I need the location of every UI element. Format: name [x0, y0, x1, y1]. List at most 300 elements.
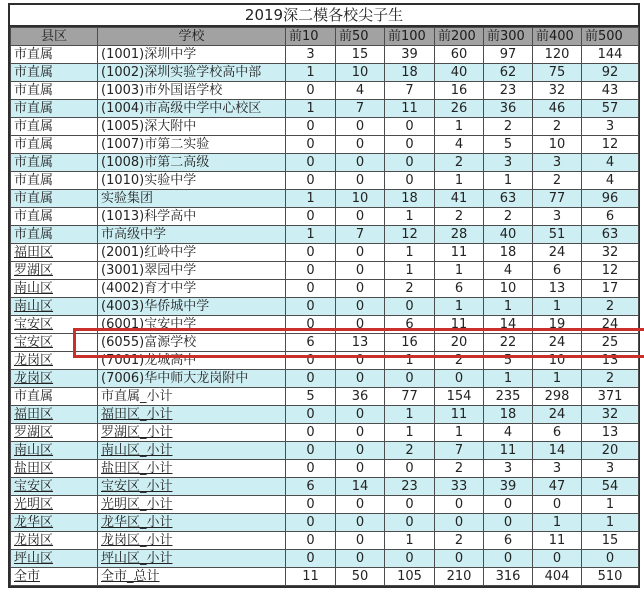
value-cell: 40	[435, 64, 484, 82]
value-cell: 0	[286, 370, 336, 388]
value-cell: 12	[385, 226, 435, 244]
district-cell[interactable]: 宝安区	[11, 334, 98, 352]
value-cell: 0	[336, 136, 385, 154]
table-row	[11, 460, 639, 478]
table-row	[11, 424, 639, 442]
table-row	[11, 208, 639, 226]
district-cell: 市直属	[11, 136, 98, 154]
value-cell: 14	[484, 316, 533, 334]
value-cell: 0	[286, 514, 336, 532]
district-cell: 市直属	[11, 46, 98, 64]
value-cell: 1	[435, 298, 484, 316]
value-cell: 22	[484, 334, 533, 352]
value-cell: 7	[435, 442, 484, 460]
value-cell: 24	[582, 316, 639, 334]
value-cell: 2	[435, 352, 484, 370]
column-header: 前500	[582, 28, 639, 46]
value-cell: 10	[336, 64, 385, 82]
value-cell: 50	[336, 568, 385, 586]
value-cell: 10	[336, 190, 385, 208]
value-cell: 4	[435, 136, 484, 154]
district-cell[interactable]: 福田区	[11, 244, 98, 262]
value-cell: 18	[385, 190, 435, 208]
school-cell: (1001)深圳中学	[98, 46, 286, 64]
header-row	[11, 28, 639, 46]
value-cell: 46	[533, 100, 582, 118]
school-cell[interactable]: 坪山区_小计	[98, 550, 286, 568]
value-cell: 0	[286, 82, 336, 100]
table-body	[11, 46, 639, 586]
school-cell: (1013)科学高中	[98, 208, 286, 226]
score-table	[10, 27, 639, 586]
value-cell: 0	[336, 460, 385, 478]
district-cell[interactable]: 龙华区	[11, 514, 98, 532]
value-cell: 23	[385, 478, 435, 496]
value-cell: 2	[582, 298, 639, 316]
value-cell: 0	[385, 550, 435, 568]
value-cell: 2	[385, 442, 435, 460]
district-cell[interactable]: 罗湖区	[11, 262, 98, 280]
value-cell: 23	[484, 82, 533, 100]
value-cell: 6	[533, 262, 582, 280]
value-cell: 371	[582, 388, 639, 406]
value-cell: 13	[582, 424, 639, 442]
value-cell: 0	[286, 532, 336, 550]
school-cell[interactable]: 福田区_小计	[98, 406, 286, 424]
school-cell: (1007)市第二实验	[98, 136, 286, 154]
value-cell: 51	[533, 226, 582, 244]
school-cell: (1005)深大附中	[98, 118, 286, 136]
table-row	[11, 316, 639, 334]
table-row	[11, 442, 639, 460]
value-cell: 10	[533, 136, 582, 154]
value-cell: 15	[336, 46, 385, 64]
table-row	[11, 370, 639, 388]
value-cell: 11	[286, 568, 336, 586]
value-cell: 0	[286, 460, 336, 478]
value-cell: 7	[336, 226, 385, 244]
district-cell[interactable]: 龙岗区	[11, 352, 98, 370]
column-header: 前50	[336, 28, 385, 46]
school-cell[interactable]: 全市_总计	[98, 568, 286, 586]
value-cell: 404	[533, 568, 582, 586]
table-row	[11, 118, 639, 136]
column-header: 前200	[435, 28, 484, 46]
value-cell: 0	[336, 370, 385, 388]
value-cell: 0	[385, 154, 435, 172]
value-cell: 24	[533, 406, 582, 424]
value-cell: 6	[286, 334, 336, 352]
table-row	[11, 262, 639, 280]
value-cell: 6	[385, 316, 435, 334]
value-cell: 5	[484, 136, 533, 154]
value-cell: 1	[435, 172, 484, 190]
value-cell: 0	[286, 316, 336, 334]
value-cell: 0	[435, 496, 484, 514]
value-cell: 4	[582, 154, 639, 172]
district-cell[interactable]: 光明区	[11, 496, 98, 514]
value-cell: 28	[435, 226, 484, 244]
district-cell: 市直属	[11, 82, 98, 100]
school-cell: 市高级中学	[98, 226, 286, 244]
value-cell: 0	[484, 550, 533, 568]
value-cell: 3	[484, 154, 533, 172]
district-cell[interactable]: 全市	[11, 568, 98, 586]
value-cell: 0	[286, 262, 336, 280]
value-cell: 0	[435, 550, 484, 568]
value-cell: 1	[286, 226, 336, 244]
value-cell: 32	[533, 82, 582, 100]
value-cell: 0	[533, 550, 582, 568]
value-cell: 2	[484, 208, 533, 226]
value-cell: 1	[385, 208, 435, 226]
value-cell: 0	[286, 298, 336, 316]
value-cell: 0	[286, 424, 336, 442]
value-cell: 1	[286, 100, 336, 118]
value-cell: 5	[484, 352, 533, 370]
value-cell: 10	[484, 280, 533, 298]
value-cell: 7	[385, 82, 435, 100]
school-cell[interactable]: 罗湖区_小计	[98, 424, 286, 442]
value-cell: 0	[385, 460, 435, 478]
value-cell: 0	[286, 118, 336, 136]
value-cell: 6	[435, 280, 484, 298]
district-cell: 市直属	[11, 208, 98, 226]
value-cell: 0	[336, 172, 385, 190]
value-cell: 6	[286, 478, 336, 496]
district-cell[interactable]: 盐田区	[11, 460, 98, 478]
column-header: 学校	[98, 28, 286, 46]
district-cell[interactable]: 龙岗区	[11, 532, 98, 550]
value-cell: 0	[582, 550, 639, 568]
value-cell: 18	[484, 244, 533, 262]
district-cell: 市直属	[11, 190, 98, 208]
district-cell[interactable]: 罗湖区	[11, 424, 98, 442]
value-cell: 5	[286, 388, 336, 406]
school-cell: (1008)市第二高级	[98, 154, 286, 172]
value-cell: 24	[533, 244, 582, 262]
value-cell: 144	[582, 46, 639, 64]
value-cell: 0	[484, 496, 533, 514]
value-cell: 13	[533, 280, 582, 298]
school-cell: (2001)红岭中学	[98, 244, 286, 262]
value-cell: 20	[435, 334, 484, 352]
value-cell: 13	[336, 334, 385, 352]
table-row	[11, 280, 639, 298]
district-cell: 市直属	[11, 118, 98, 136]
school-cell: (6055)富源学校	[98, 334, 286, 352]
value-cell: 77	[533, 190, 582, 208]
value-cell: 1	[286, 64, 336, 82]
value-cell: 92	[582, 64, 639, 82]
value-cell: 0	[336, 442, 385, 460]
value-cell: 3	[286, 46, 336, 64]
district-cell[interactable]: 南山区	[11, 442, 98, 460]
value-cell: 2	[385, 280, 435, 298]
value-cell: 60	[435, 46, 484, 64]
district-cell[interactable]: 龙岗区	[11, 370, 98, 388]
table-row	[11, 82, 639, 100]
table-row	[11, 136, 639, 154]
value-cell: 1	[533, 298, 582, 316]
school-cell[interactable]: 南山区_小计	[98, 442, 286, 460]
district-cell[interactable]: 福田区	[11, 406, 98, 424]
district-cell: 市直属	[11, 172, 98, 190]
value-cell: 57	[582, 100, 639, 118]
school-cell: (6001)宝安中学	[98, 316, 286, 334]
value-cell: 1	[385, 424, 435, 442]
value-cell: 0	[435, 514, 484, 532]
value-cell: 0	[286, 172, 336, 190]
school-cell: (4002)育才中学	[98, 280, 286, 298]
table-row	[11, 46, 639, 64]
school-cell[interactable]: 龙岗区_小计	[98, 532, 286, 550]
table-row	[11, 244, 639, 262]
value-cell: 47	[533, 478, 582, 496]
school-cell: (1004)市高级中学中心校区	[98, 100, 286, 118]
value-cell: 6	[582, 208, 639, 226]
table-row	[11, 190, 639, 208]
value-cell: 11	[435, 244, 484, 262]
value-cell: 10	[533, 352, 582, 370]
value-cell: 16	[385, 334, 435, 352]
value-cell: 4	[582, 172, 639, 190]
school-cell: (7001)龙城高中	[98, 352, 286, 370]
value-cell: 1	[533, 514, 582, 532]
value-cell: 25	[582, 334, 639, 352]
value-cell: 18	[484, 406, 533, 424]
value-cell: 0	[286, 352, 336, 370]
value-cell: 1	[435, 118, 484, 136]
table-row	[11, 154, 639, 172]
value-cell: 13	[582, 352, 639, 370]
district-cell: 市直属	[11, 226, 98, 244]
value-cell: 210	[435, 568, 484, 586]
value-cell: 14	[533, 442, 582, 460]
value-cell: 12	[582, 262, 639, 280]
value-cell: 235	[484, 388, 533, 406]
value-cell: 0	[385, 370, 435, 388]
value-cell: 11	[435, 406, 484, 424]
value-cell: 1	[484, 370, 533, 388]
value-cell: 11	[385, 100, 435, 118]
table-row	[11, 532, 639, 550]
value-cell: 39	[484, 478, 533, 496]
district-cell[interactable]: 宝安区	[11, 316, 98, 334]
value-cell: 0	[385, 136, 435, 154]
table-row	[11, 406, 639, 424]
value-cell: 0	[336, 514, 385, 532]
value-cell: 3	[582, 118, 639, 136]
value-cell: 1	[582, 496, 639, 514]
value-cell: 2	[435, 460, 484, 478]
value-cell: 2	[435, 208, 484, 226]
value-cell: 36	[336, 388, 385, 406]
value-cell: 1	[484, 172, 533, 190]
column-header: 县区	[11, 28, 98, 46]
school-cell: (1002)深圳实验学校高中部	[98, 64, 286, 82]
value-cell: 4	[336, 82, 385, 100]
value-cell: 0	[286, 280, 336, 298]
value-cell: 11	[484, 442, 533, 460]
value-cell: 0	[336, 424, 385, 442]
value-cell: 43	[582, 82, 639, 100]
value-cell: 0	[336, 406, 385, 424]
school-cell[interactable]: 光明区_小计	[98, 496, 286, 514]
value-cell: 1	[435, 262, 484, 280]
value-cell: 96	[582, 190, 639, 208]
value-cell: 2	[533, 118, 582, 136]
value-cell: 4	[484, 424, 533, 442]
value-cell: 0	[484, 514, 533, 532]
school-cell: (7006)华中师大龙岗附中	[98, 370, 286, 388]
value-cell: 0	[336, 154, 385, 172]
column-header: 前300	[484, 28, 533, 46]
table-row	[11, 478, 639, 496]
value-cell: 24	[533, 334, 582, 352]
value-cell: 77	[385, 388, 435, 406]
value-cell: 3	[533, 208, 582, 226]
value-cell: 0	[336, 262, 385, 280]
value-cell: 0	[385, 514, 435, 532]
value-cell: 0	[385, 118, 435, 136]
value-cell: 1	[385, 406, 435, 424]
value-cell: 1	[533, 370, 582, 388]
table-row	[11, 334, 639, 352]
value-cell: 18	[385, 64, 435, 82]
value-cell: 0	[336, 316, 385, 334]
value-cell: 0	[336, 208, 385, 226]
value-cell: 16	[435, 82, 484, 100]
value-cell: 1	[385, 262, 435, 280]
district-cell[interactable]: 南山区	[11, 298, 98, 316]
value-cell: 97	[484, 46, 533, 64]
value-cell: 1	[385, 532, 435, 550]
value-cell: 39	[385, 46, 435, 64]
value-cell: 0	[385, 298, 435, 316]
school-cell: 市直属_小计	[98, 388, 286, 406]
table-title: 2019深二模各校尖子生	[10, 5, 638, 27]
district-cell: 市直属	[11, 64, 98, 82]
value-cell: 26	[435, 100, 484, 118]
value-cell: 0	[336, 298, 385, 316]
school-cell: (1003)市外国语学校	[98, 82, 286, 100]
district-cell[interactable]: 南山区	[11, 280, 98, 298]
value-cell: 0	[286, 442, 336, 460]
table-row	[11, 172, 639, 190]
value-cell: 4	[484, 262, 533, 280]
table-row	[11, 388, 639, 406]
table-row	[11, 496, 639, 514]
value-cell: 6	[484, 532, 533, 550]
district-cell: 市直属	[11, 100, 98, 118]
value-cell: 298	[533, 388, 582, 406]
table-row	[11, 514, 639, 532]
value-cell: 2	[533, 172, 582, 190]
column-header: 前10	[286, 28, 336, 46]
value-cell: 17	[582, 280, 639, 298]
value-cell: 41	[435, 190, 484, 208]
value-cell: 20	[582, 442, 639, 460]
score-table-container	[8, 3, 640, 588]
value-cell: 3	[533, 154, 582, 172]
table-row	[11, 298, 639, 316]
value-cell: 1	[582, 514, 639, 532]
value-cell: 0	[533, 496, 582, 514]
value-cell: 120	[533, 46, 582, 64]
value-cell: 105	[385, 568, 435, 586]
value-cell: 2	[582, 370, 639, 388]
table-row	[11, 64, 639, 82]
value-cell: 0	[385, 172, 435, 190]
value-cell: 154	[435, 388, 484, 406]
value-cell: 12	[582, 136, 639, 154]
value-cell: 1	[385, 352, 435, 370]
column-header: 前100	[385, 28, 435, 46]
value-cell: 63	[582, 226, 639, 244]
value-cell: 62	[484, 64, 533, 82]
value-cell: 0	[286, 154, 336, 172]
district-cell: 市直属	[11, 154, 98, 172]
table-row	[11, 550, 639, 568]
value-cell: 32	[582, 406, 639, 424]
school-cell: (1010)实验中学	[98, 172, 286, 190]
school-cell[interactable]: 盐田区_小计	[98, 460, 286, 478]
school-cell[interactable]: 龙华区_小计	[98, 514, 286, 532]
value-cell: 54	[582, 478, 639, 496]
value-cell: 0	[385, 496, 435, 514]
value-cell: 75	[533, 64, 582, 82]
column-header: 前400	[533, 28, 582, 46]
value-cell: 0	[286, 406, 336, 424]
value-cell: 6	[533, 424, 582, 442]
district-cell[interactable]: 坪山区	[11, 550, 98, 568]
value-cell: 1	[435, 424, 484, 442]
value-cell: 0	[336, 244, 385, 262]
value-cell: 2	[484, 118, 533, 136]
value-cell: 1	[385, 244, 435, 262]
value-cell: 33	[435, 478, 484, 496]
value-cell: 3	[582, 460, 639, 478]
value-cell: 0	[286, 244, 336, 262]
table-row	[11, 352, 639, 370]
value-cell: 3	[533, 460, 582, 478]
value-cell: 11	[435, 316, 484, 334]
value-cell: 0	[286, 550, 336, 568]
value-cell: 14	[336, 478, 385, 496]
district-cell: 市直属	[11, 388, 98, 406]
value-cell: 11	[533, 532, 582, 550]
value-cell: 0	[336, 352, 385, 370]
value-cell: 0	[286, 208, 336, 226]
value-cell: 0	[336, 496, 385, 514]
value-cell: 0	[336, 280, 385, 298]
value-cell: 2	[435, 154, 484, 172]
value-cell: 63	[484, 190, 533, 208]
table-row	[11, 226, 639, 244]
district-cell[interactable]: 宝安区	[11, 478, 98, 496]
school-cell[interactable]: 宝安区_小计	[98, 478, 286, 496]
value-cell: 3	[484, 460, 533, 478]
value-cell: 19	[533, 316, 582, 334]
value-cell: 0	[286, 136, 336, 154]
value-cell: 510	[582, 568, 639, 586]
value-cell: 1	[286, 190, 336, 208]
value-cell: 316	[484, 568, 533, 586]
value-cell: 40	[484, 226, 533, 244]
school-cell: (4003)华侨城中学	[98, 298, 286, 316]
school-cell: (3001)翠园中学	[98, 262, 286, 280]
